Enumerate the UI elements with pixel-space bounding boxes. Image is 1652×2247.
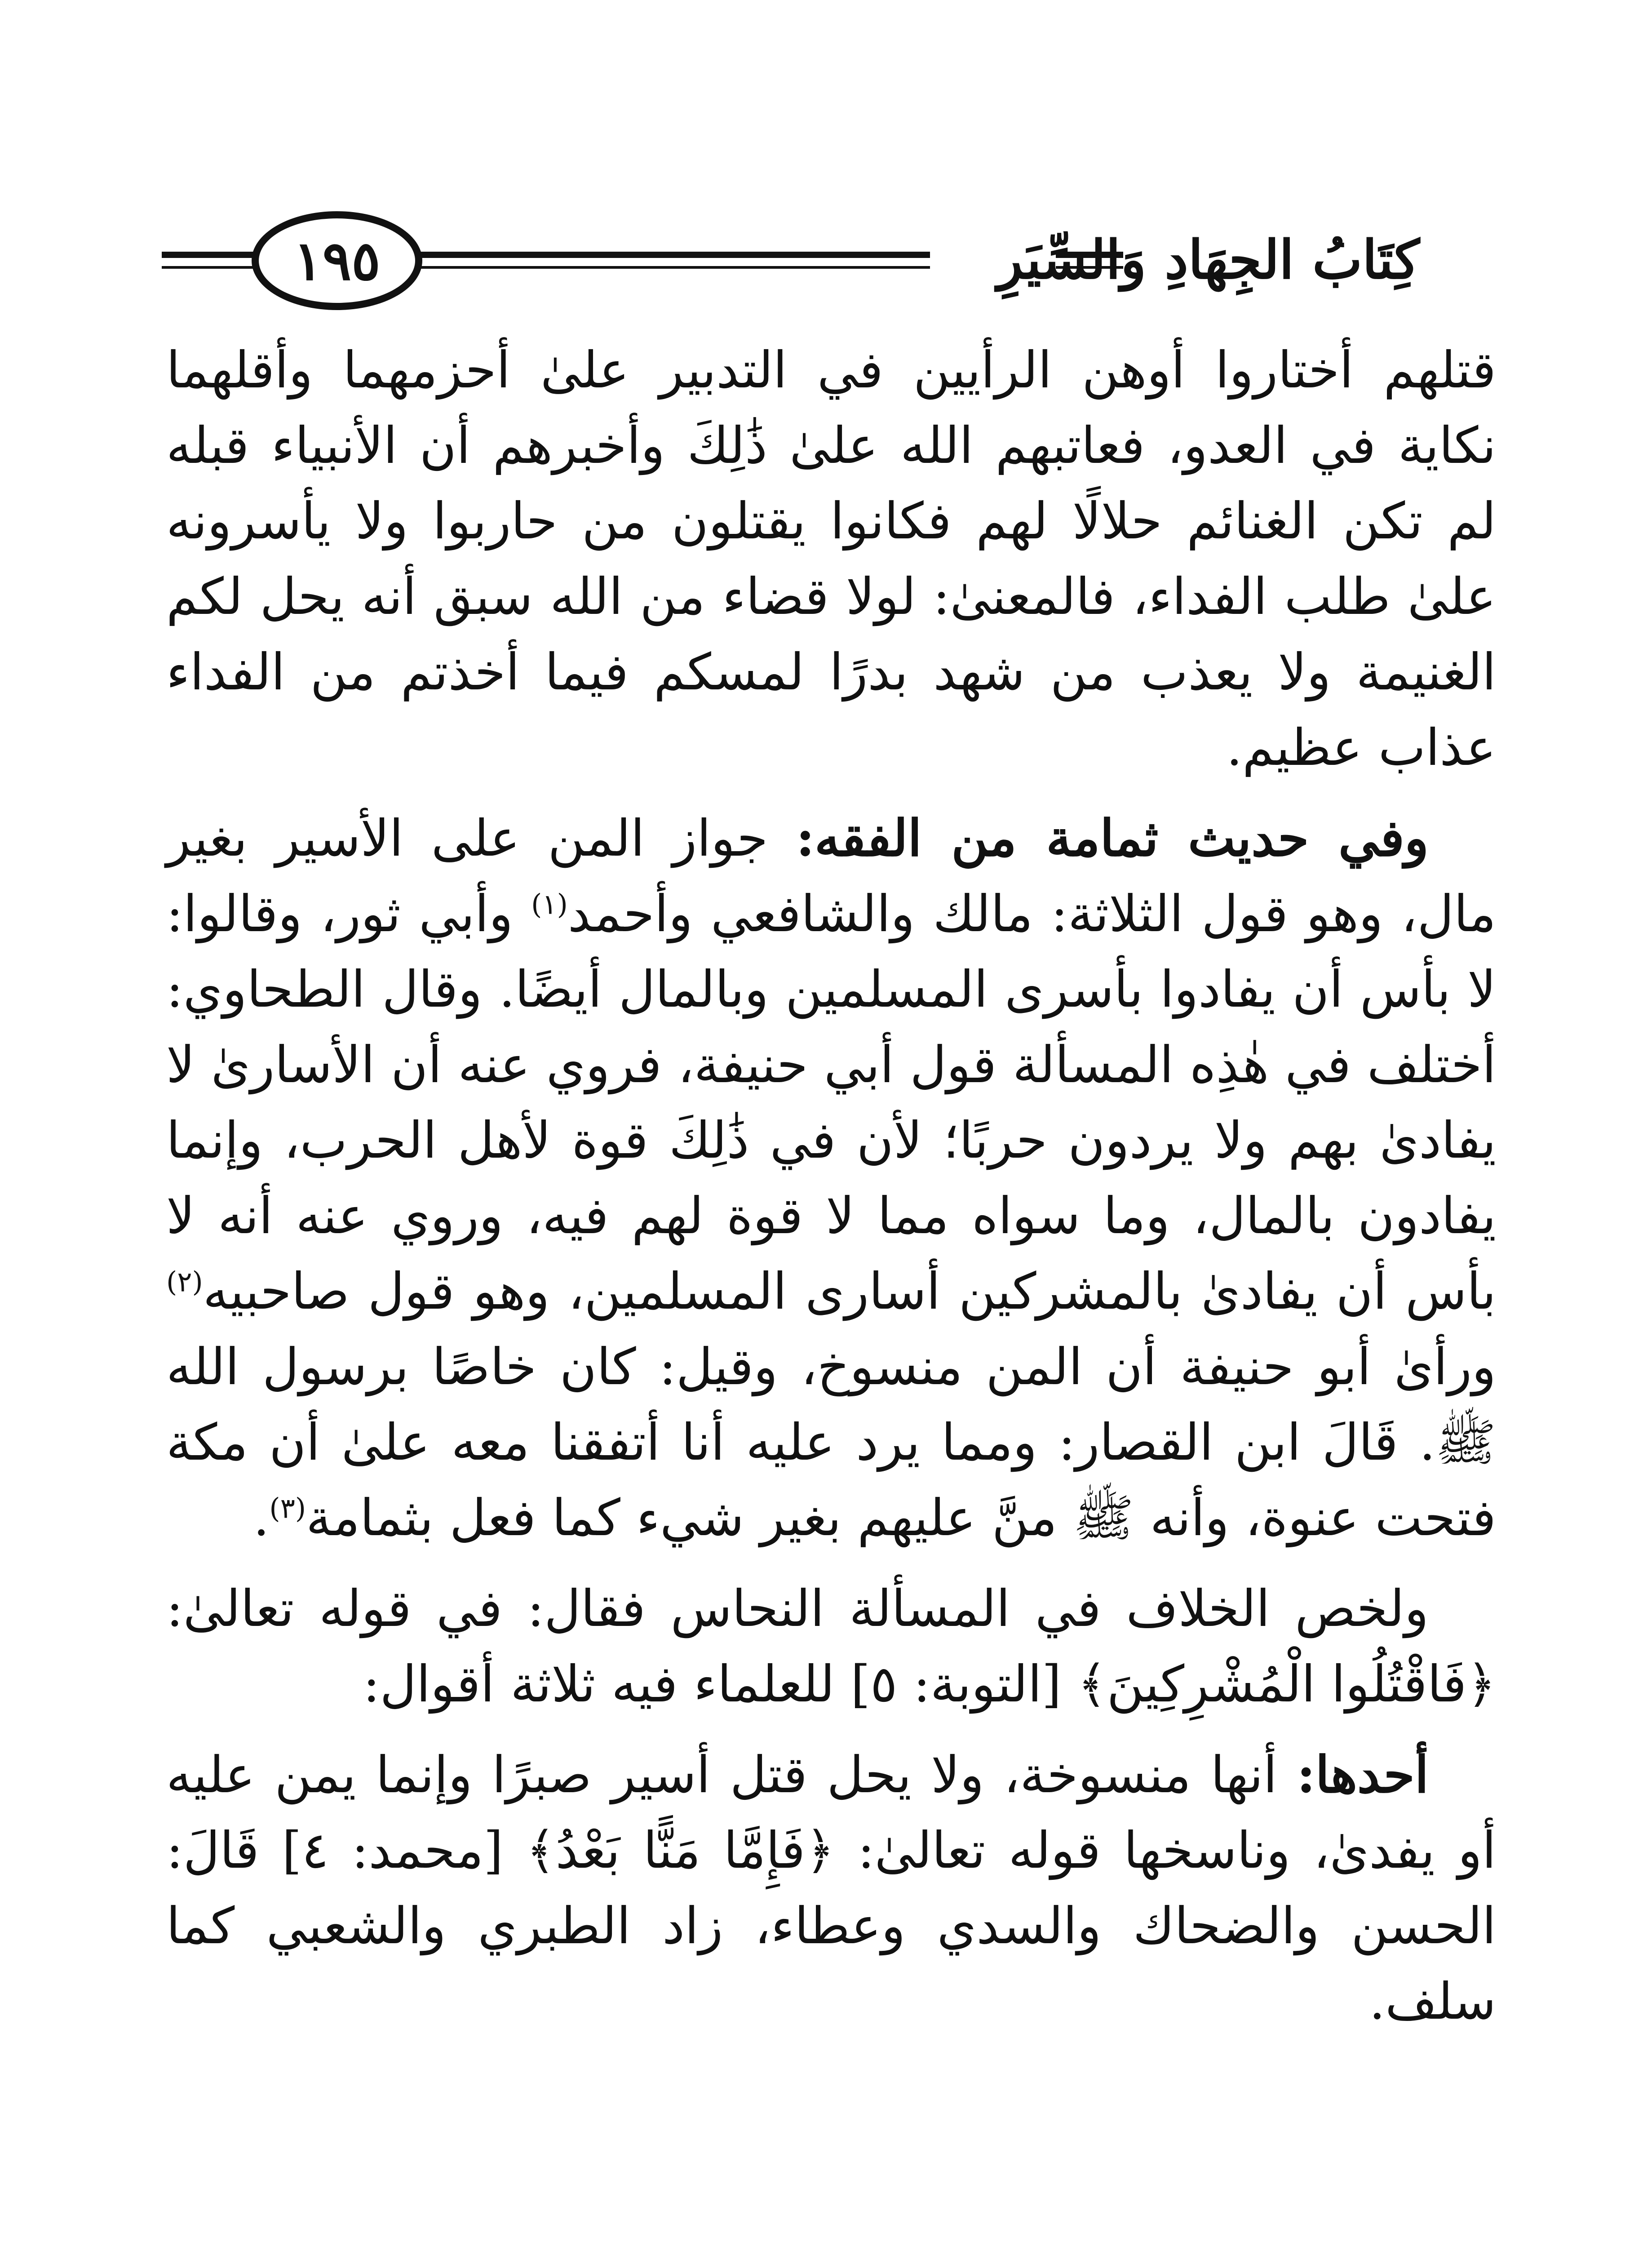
- paragraph-2-text-a: جواز المن على الأسير بغير مال، وهو قول الثلاثة: مالك والشافعي وأحمد: [166, 809, 1497, 943]
- footnote-ref-2: (٢): [166, 1265, 203, 1298]
- paragraph-1: قتلهم أختاروا أوهن الرأيين في التدبير علىٰ أحزمهما وأقلهما نكاية في العدو، فعاتبهم الله علىٰ ذَٰلِكَ وأخبرهم أن الأنبياء قبله لم تكن الغنائم حلالًا لهم فكانوا يقتلون من حاربوا ولا يأسرونه علىٰ طلب الفداء، فالمعنىٰ: لولا قضاء من الله سبق أنه يحل لكم الغنيمة ولا يعذب من شهد بدرًا لمسكم فيما أخذتم من الفداء عذاب عظيم.: [166, 341, 1496, 777]
- header-rule-left: [162, 252, 261, 258]
- header-rule-left-thin: [162, 266, 261, 269]
- paragraph-4: [166, 1737, 1496, 2039]
- paragraph-2: [166, 801, 1496, 1556]
- paragraph-4-text: أنها منسوخة، ولا يحل قتل أسير صبرًا وإنما يمن عليه أو يفدىٰ، وناسخها قوله تعالىٰ: ﴿فَإِمَّا مَنًّا بَعْدُ﴾ [محمد: ٤] قَالَ: الحسن والضحاك والسدي وعطاء، زاد الطبري والشعبي كما سلف.: [166, 1746, 1496, 2031]
- footnote-ref-1: (١): [531, 888, 568, 921]
- page-header: [162, 211, 1496, 315]
- paragraph-2-end: .: [253, 1489, 270, 1547]
- paragraph-2-text-b: وأبي ثور، وقالوا: لا بأس أن يفادوا بأسرى المسلمين وبالمال أيضًا. وقال الطحاوي: أختلف في هٰذِه المسألة قول أبي حنيفة، فروي عنه أن الأسارىٰ لا يفادىٰ بهم ولا يردون حربًا؛ لأن في ذَٰلِكَ قوة لأهل الحرب، وإنما يفادون بالمال، وما سواه مما لا قوة لهم فيه، وروي عنه أنه لا بأس أن يفادىٰ بالمشركين أسارى المسلمين، وهو قول صاحبيه: [166, 885, 1496, 1321]
- header-rule-middle: [413, 252, 930, 258]
- header-rule-middle-thin: [413, 266, 930, 269]
- paragraph-4-lead: أحدها:: [1297, 1745, 1429, 1804]
- paragraph-2-text-c: ورأىٰ أبو حنيفة أن المن منسوخ، وقيل: كان خاصًا برسول الله ﷺ. قَالَ ابن القصار: ومما يرد عليه أنا أتفقنا معه علىٰ أن مكة فتحت عنوة، وأنه ﷺ منَّ عليهم بغير شيء كما فعل بثمامة: [166, 1338, 1496, 1547]
- main-text: [166, 333, 1496, 2055]
- paragraph-3: ولخص الخلاف في المسألة النحاس فقال: في قوله تعالىٰ: ﴿فَاقْتُلُوا الْمُشْرِكِينَ﴾ [التوبة: ٥] للعلماء فيه ثلاثة أقوال:: [166, 1580, 1496, 1714]
- book-title: كِتَابُ الجِهَادِ وَالسِّيَرِ: [997, 228, 1420, 291]
- page-number: ١٩٥: [252, 211, 422, 310]
- paragraph-2-lead: وفي حديث ثمامة من الفقه:: [796, 809, 1429, 868]
- footnote-ref-3: (٣): [269, 1492, 306, 1525]
